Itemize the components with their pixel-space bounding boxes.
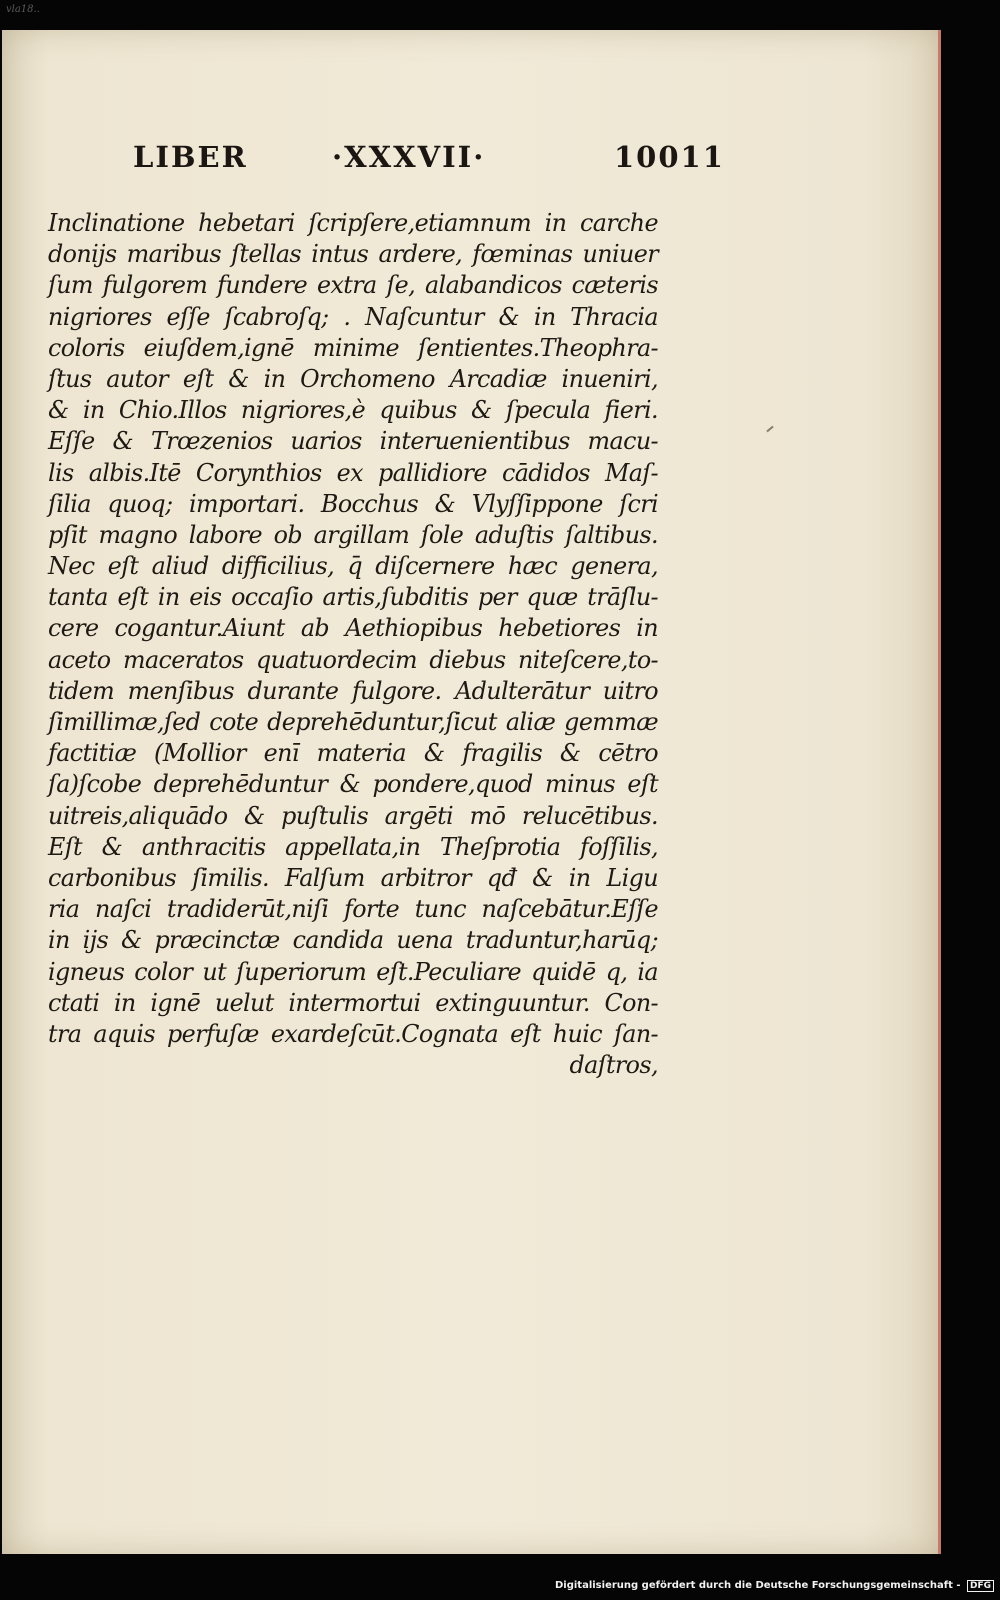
- text-line: lis albis.Itē Corynthios ex pallidiore cādidos Maſ-: [48, 458, 658, 487]
- text-line: factitiæ (Mollior enī materia & fragilis & cētro: [48, 739, 658, 768]
- text-line: Eſt & anthracitis appellata,in Theſprotia foſſilis,: [48, 832, 658, 861]
- dfg-logo: DFG: [967, 1580, 994, 1592]
- pencil-mark: [766, 426, 773, 433]
- running-head-chapter: ·XXXVII·: [332, 140, 486, 174]
- book-page: [2, 30, 941, 1554]
- text-line: ſtus autor eſt & in Orchomeno Arcadiæ inueniri,: [48, 364, 658, 393]
- page-number: 10011: [614, 140, 725, 174]
- text-line: nigriores eſſe ſcabroſq; . Naſcuntur & in Thracia: [48, 302, 658, 331]
- text-line: Inclinatione hebetari ſcripſere,etiamnum in carche: [48, 209, 658, 237]
- text-line: & in Chio.Illos nigriores,è quibus & ſpecula fieri.: [48, 396, 658, 425]
- running-head: [2, 140, 938, 180]
- text-line: ſilia quoq; importari. Bocchus & Vlyſſippone ſcri: [48, 489, 658, 518]
- text-line: carbonibus ſimilis. Falſum arbitror qđ & in Ligu: [48, 863, 658, 892]
- text-line: uitreis,aliquādo & puſtulis argēti mō relucētibus.: [48, 801, 658, 830]
- text-line: tra aquis perfuſæ exardeſcūt.Cognata eſt huic ſan-: [48, 1019, 658, 1048]
- text-line: ſum fulgorem fundere extra ſe, alabandicos cæteris: [48, 271, 658, 300]
- text-line: ctati in ignē uelut intermortui extinguuntur. Con-: [48, 988, 658, 1017]
- text-line: aceto maceratos quatuordecim diebus niteſcere,to-: [48, 645, 658, 674]
- text-line: tidem menſibus durante fulgore. Adulterātur uitro: [48, 676, 658, 705]
- text-line: donijs maribus ſtellas intus ardere, fœminas uniuer: [48, 240, 658, 269]
- text-line: ſa)ſcobe deprehēduntur & pondere,quod minus eſt: [48, 770, 658, 799]
- text-line: cere cogantur.Aiunt ab Aethiopibus hebetiores in: [48, 614, 658, 643]
- text-line: tanta eſt in eis occaſio artis,ſubditis per quæ trāſlu-: [48, 583, 658, 612]
- body-text: [48, 208, 658, 1081]
- text-line: ria naſci tradiderūt,niſi forte tunc naſcebātur.Eſſe: [48, 895, 658, 924]
- catchword: daſtros,: [569, 1051, 658, 1080]
- text-line: pſit magno labore ob argillam ſole aduſtis ſaltibus.: [48, 520, 658, 549]
- page-edge: [938, 30, 941, 1554]
- footer-credit: [555, 1580, 994, 1592]
- text-line: Nec eſt aliud difficilius, q̄ diſcernere hæc genera,: [48, 552, 658, 581]
- corner-scrawl: vla18..: [6, 4, 40, 15]
- text-line: in ijs & præcinctæ candida uena traduntur,harūq;: [48, 926, 658, 955]
- text-line: coloris eiuſdem,ignē minime ſentientes.Theophra-: [48, 333, 658, 362]
- text-line: igneus color ut ſuperiorum eſt.Peculiare quidē q, ia: [48, 957, 658, 986]
- running-head-book: LIBER: [133, 140, 248, 174]
- footer-credit-text: Digitalisierung gefördert durch die Deutsche Forschungsgemeinschaft -: [554, 1580, 961, 1591]
- digitization-footer: [0, 1556, 1000, 1600]
- text-line: ſimillimæ,ſed cote deprehēduntur,ſicut aliæ gemmæ: [48, 708, 658, 736]
- text-line: Eſſe & Trœzenios uarios interuenientibus macu-: [48, 427, 658, 456]
